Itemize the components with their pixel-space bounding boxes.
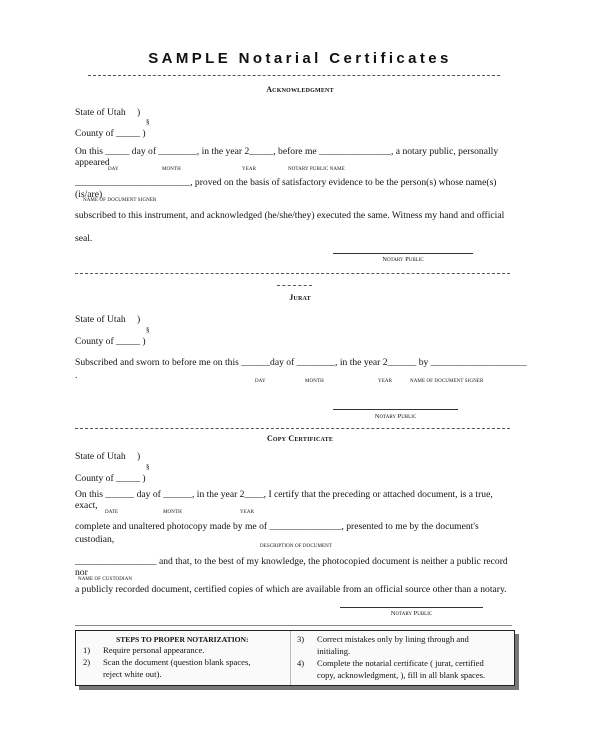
county-label: County of _____ ) <box>75 336 146 347</box>
copy-certificate-heading: Copy Certificate <box>266 434 334 443</box>
label-custodian: NAME OF CUSTODIAN <box>78 577 133 582</box>
copy-line-2b: custodian, <box>75 534 115 545</box>
label-date: DATE <box>105 510 119 515</box>
copy-line-1: On this ______ day of ______, in the year 2____, I certify that the preceding or attached document, is a true, <box>75 489 493 500</box>
steps-box <box>75 630 515 686</box>
county-label: County of _____ ) <box>75 128 146 139</box>
label-year: YEAR <box>242 167 257 172</box>
copy-line-2: complete and unaltered photocopy made by me of _______________, presented to me by the document's <box>75 521 479 532</box>
state-label: State of Utah <box>75 107 126 118</box>
ack-line-3: subscribed to this instrument, and acknowledged (he/she/they) executed the same. Witness my hand and official <box>75 210 505 221</box>
step-number: 3) <box>297 634 305 644</box>
paren: ) <box>137 107 141 118</box>
copy-line-3b: nor <box>75 567 88 578</box>
notary-public-label: Notary Public <box>382 256 424 263</box>
step-text: Require personal appearance. <box>103 645 205 655</box>
paren: ) <box>137 451 141 462</box>
label-day: DAY <box>255 379 266 384</box>
steps-heading: STEPS TO PROPER NOTARIZATION: <box>116 635 249 644</box>
signature-line <box>333 409 458 410</box>
jurat-heading: Jurat <box>289 293 311 302</box>
step-text: copy, acknowledgment, ), fill in all blank spaces. <box>317 670 486 680</box>
column-divider <box>290 631 291 685</box>
divider <box>75 625 512 626</box>
step-text: Complete the notarial certificate ( jurat, certified <box>317 658 484 668</box>
step-text: Scan the document (question blank spaces, <box>103 657 251 667</box>
label-notary-name: NOTARY PUBLIC NAME <box>288 167 345 172</box>
label-day: DAY <box>108 167 119 172</box>
divider <box>88 75 500 76</box>
ack-line-4: seal. <box>75 233 93 244</box>
copy-line-3: _________________ and that, to the best of my knowledge, the photocopied document is neither a public record <box>75 556 508 567</box>
jurat-line-1b: . <box>75 370 78 381</box>
divider <box>75 273 510 274</box>
section-symbol: § <box>146 463 150 471</box>
section-symbol: § <box>146 118 150 126</box>
signature-line <box>340 607 483 608</box>
state-label: State of Utah <box>75 451 126 462</box>
notary-public-label: Notary Public <box>390 610 433 617</box>
section-symbol: § <box>146 326 150 334</box>
label-year: YEAR <box>240 510 255 515</box>
notary-public-label: Notary Public <box>374 413 417 420</box>
acknowledgment-heading: Acknowledgment <box>266 85 334 94</box>
jurat-line-1: Subscribed and sworn to before me on this ______day of ________, in the year 2______ by ____________________ <box>75 357 527 368</box>
label-description: DESCRIPTION OF DOCUMENT <box>260 544 333 549</box>
step-number: 1) <box>83 645 91 655</box>
county-label: County of _____ ) <box>75 473 146 484</box>
step-text: reject white out). <box>103 669 162 679</box>
ack-line-1b: appeared <box>75 157 110 168</box>
label-month: MONTH <box>162 167 181 172</box>
step-number: 2) <box>83 657 91 667</box>
step-number: 4) <box>297 658 305 668</box>
copy-line-1b: exact, <box>75 500 98 511</box>
divider <box>277 285 312 286</box>
label-year: YEAR <box>378 379 393 384</box>
ack-line-2: ________________________, proved on the basis of satisfactory evidence to be the person(s) whose name(s) <box>75 177 497 188</box>
copy-line-4: a publicly recorded document, certified copies of which are available from an official source other than a notary. <box>75 584 507 595</box>
label-month: MONTH <box>305 379 324 384</box>
document-title: SAMPLE Notarial Certificates <box>148 50 452 67</box>
paren: ) <box>137 314 141 325</box>
label-signer: NAME OF DOCUMENT SIGNER <box>83 198 157 203</box>
step-text: Correct mistakes only by lining through and <box>317 634 469 644</box>
divider <box>75 428 510 429</box>
label-signer: NAME OF DOCUMENT SIGNER <box>410 379 484 384</box>
signature-line <box>333 253 473 254</box>
ack-line-2b: (is/are) <box>75 189 103 200</box>
label-month: MONTH <box>163 510 182 515</box>
step-text: initialing. <box>317 646 351 656</box>
state-label: State of Utah <box>75 314 126 325</box>
ack-line-1: On this _____ day of ________, in the year 2_____, before me _______________, a notary public, personally <box>75 146 499 157</box>
